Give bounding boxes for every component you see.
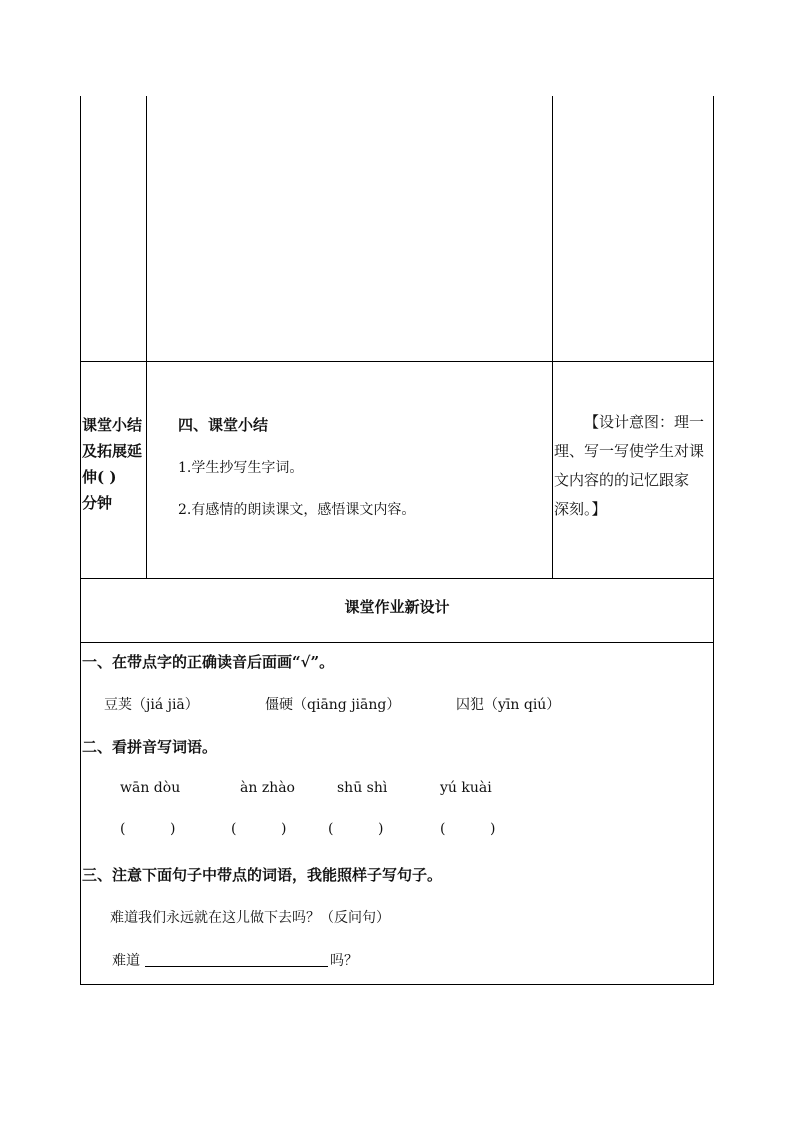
design-intent-note [554,408,712,524]
homework-title: 课堂作业新设计 [344,598,450,616]
pinyin-item: yú kuài [440,780,492,796]
q1-item: 僵硬（qiāng jiāng） [265,697,401,713]
note-line: 深刻。】 [554,500,607,518]
q1-heading: 一、在带点字的正确读音后面画“√”。 [82,653,335,671]
column-divider-1 [146,96,147,578]
answer-blank[interactable]: ( ) [120,821,176,837]
summary-label-line: 及拓展延 [82,442,143,460]
row-divider-3 [80,642,714,643]
answer-blank[interactable]: ( ) [440,821,496,837]
q3-example-sentence: 难道我们永远就在这儿做下去吗？（反问句） [110,910,390,926]
pinyin-item: wān dòu [120,780,181,796]
q1-item: 豆荚（jiá jiā） [104,697,199,713]
table-bottom-border [80,984,714,985]
table-left-border [80,96,81,984]
note-line: 【设计意图：理一 [584,413,705,431]
summary-label [82,412,142,516]
q1-item: 囚犯（yīn qiú） [456,697,561,713]
note-line: 理、写一写使学生对课 [554,442,705,460]
row-divider-1 [80,361,714,362]
note-line: 文内容的的记忆跟家 [554,471,690,489]
summary-item: 1.学生抄写生字词。 [178,460,304,476]
q3-answer-prefix: 难道 [112,953,140,969]
column-divider-2 [552,96,553,578]
table-right-border [713,96,714,984]
q3-answer-suffix: 吗？ [330,953,358,969]
answer-blank[interactable]: ( ) [231,821,287,837]
pinyin-item: shū shì [337,780,388,796]
q2-heading: 二、看拼音写词语。 [82,738,218,756]
summary-label-line: 伸( ) [82,468,117,486]
pinyin-item: àn zhào [240,780,295,796]
summary-heading: 四、课堂小结 [178,416,269,434]
answer-blank[interactable]: ( ) [328,821,384,837]
q3-heading: 三、注意下面句子中带点的词语，我能照样子写句子。 [82,866,443,884]
q3-answer-line[interactable] [145,966,328,967]
row-divider-2 [80,578,714,579]
summary-item: 2.有感情的朗读课文，感悟课文内容。 [178,502,416,518]
summary-label-line: 课堂小结 [82,416,143,434]
summary-label-line: 分钟 [82,494,113,512]
